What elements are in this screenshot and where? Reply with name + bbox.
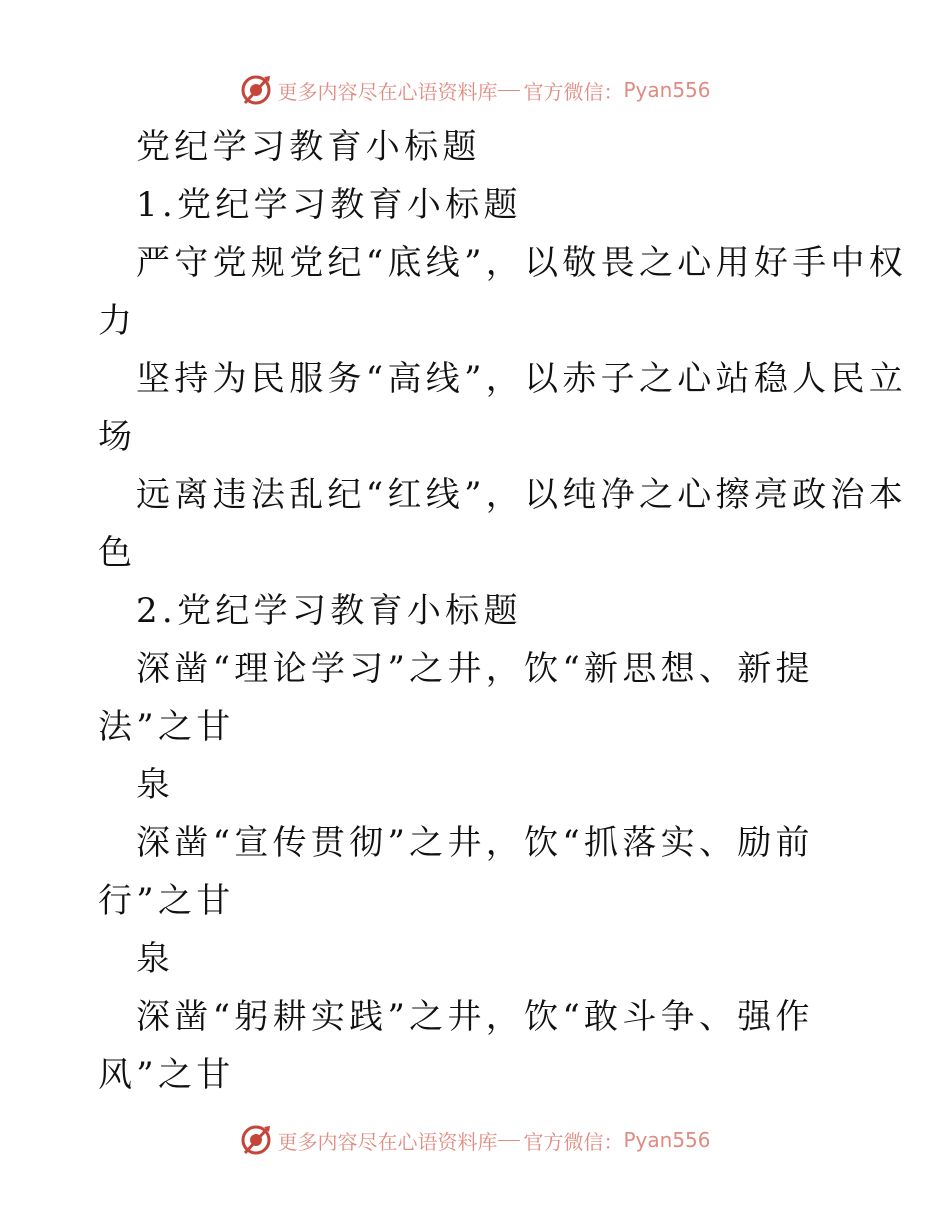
paragraph-line: 深凿“躬耕实践”之井，饮“敢斗争、强作	[136, 997, 814, 1037]
paragraph-line-wrap: 法”之甘	[98, 707, 235, 747]
paragraph-line-wrap: 力	[98, 301, 137, 341]
document-title: 党纪学习教育小标题	[136, 127, 481, 167]
footer-banner-dash	[498, 1140, 520, 1141]
paragraph-line-wrap: 行”之甘	[98, 881, 235, 921]
header-banner-text: 更多内容尽在心语资料库	[277, 79, 498, 104]
header-banner-dash	[498, 90, 520, 91]
paragraph-line: 坚持为民服务“高线”，以赤子之心站稳人民立	[136, 359, 908, 399]
paragraph-line: 远离违法乱纪“红线”，以纯净之心擦亮政治本	[136, 475, 908, 515]
logo-icon	[239, 73, 273, 107]
paragraph-line-wrap: 风”之甘	[98, 1055, 235, 1095]
footer-watermark-banner	[0, 1120, 950, 1160]
paragraph-line-wrap: 场	[98, 417, 137, 457]
logo-icon	[239, 1123, 273, 1157]
paragraph-line-wrap: 色	[98, 533, 137, 573]
paragraph-line-orphan: 泉	[136, 765, 175, 805]
paragraph-line: 深凿“理论学习”之井，饮“新思想、新提	[136, 649, 814, 689]
section-heading-1: 1.党纪学习教育小标题	[136, 185, 522, 225]
paragraph-line: 深凿“宣传贯彻”之井，饮“抓落实、励前	[136, 823, 814, 863]
footer-banner-text: 更多内容尽在心语资料库	[277, 1129, 498, 1154]
footer-banner-official: 官方微信：	[523, 1129, 624, 1154]
paragraph-line-orphan: 泉	[136, 939, 175, 979]
section-heading-2: 2.党纪学习教育小标题	[136, 591, 522, 631]
paragraph-line: 严守党规党纪“底线”，以敬畏之心用好手中权	[136, 243, 908, 283]
header-banner-wechat-id: Pyan556	[623, 78, 711, 102]
header-banner-official: 官方微信：	[523, 79, 624, 104]
header-watermark-banner	[0, 70, 950, 110]
footer-banner-wechat-id: Pyan556	[623, 1128, 711, 1152]
